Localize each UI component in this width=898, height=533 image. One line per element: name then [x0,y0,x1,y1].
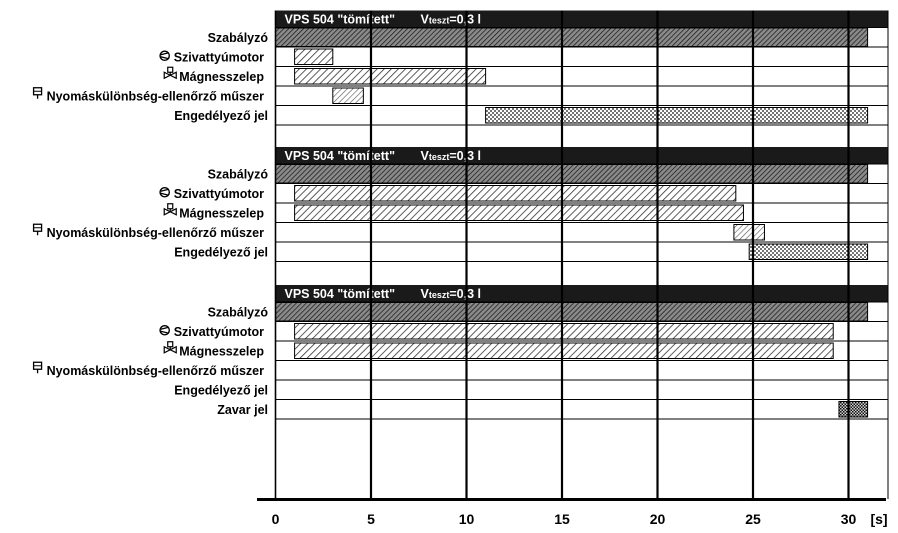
signal-bar [295,205,744,221]
axis-unit-label: [s] [870,511,888,527]
signal-bar [333,88,364,104]
valve-icon [164,204,176,215]
valve-icon-actuator [168,204,173,209]
row-label: Zavar jel [217,402,268,417]
signal-bar [276,165,868,184]
panel-3 [276,285,889,419]
row-label: Mágnesszelep [179,206,264,221]
timing-row [276,361,889,381]
row-label: Engedélyező jel [174,245,268,260]
row-label: Szivattyúmotor [173,324,264,339]
row-label: Mágnesszelep [179,344,264,359]
row-label: Engedélyező jel [174,108,268,123]
axis-tick-label: 20 [649,511,666,527]
signal-bar [295,186,736,202]
timing-row [276,67,889,87]
gauge-icon [34,362,42,373]
timing-row [276,106,889,126]
valve-icon [164,67,176,78]
timing-row [276,28,889,48]
row-frame [276,223,889,243]
signal-bar [734,225,765,241]
timing-row [276,164,889,184]
signal-bar [486,108,868,124]
row-frame [276,400,889,420]
row-label: Mágnesszelep [179,69,264,84]
row-label: Nyomáskülönbség-ellenőrző műszer [46,225,264,240]
timing-row [276,242,889,262]
row-label: Szabályzó [207,30,268,45]
signal-bar [276,303,868,322]
valve-icon [164,342,176,353]
row-frame [276,86,889,106]
signal-bar [749,244,867,260]
axis-tick-label: 0 [271,511,280,527]
timing-row [276,380,889,400]
valve-icon-actuator [168,342,173,347]
panel-1 [276,11,889,126]
panel-header-volume: Vteszt=0,3 l [420,12,481,27]
row-label: Szabályzó [207,305,268,320]
row-label: Szivattyúmotor [173,50,264,65]
panel-2 [276,147,889,262]
row-label: Nyomáskülönbség-ellenőrző műszer [46,89,264,104]
timing-row [276,184,889,204]
signal-bar [295,69,486,85]
timing-row [276,302,889,322]
timing-row [276,86,889,106]
panel-header-title: VPS 504 "tömített" [284,286,395,301]
timing-row [276,400,889,420]
signal-bar [276,28,868,47]
timing-row [276,203,889,223]
timing-row [276,223,889,243]
panel-header-title: VPS 504 "tömített" [284,12,395,27]
row-frame [276,47,889,67]
row-label: Szivattyúmotor [173,186,264,201]
timing-row [276,47,889,67]
timing-row [276,322,889,342]
pump-icon [160,188,169,197]
axis-tick-label: 10 [458,511,475,527]
gauge-icon [34,88,42,99]
panel-header-title: VPS 504 "tömített" [284,148,395,163]
row-frame [276,380,889,400]
row-frame [276,361,889,381]
panel-header-volume: Vteszt=0,3 l [420,148,481,163]
axis-tick-label: 15 [554,511,570,527]
gauge-icon [34,224,42,235]
row-label: Engedélyező jel [174,383,268,398]
signal-bar [295,49,333,65]
axis-tick-label: 25 [745,511,761,527]
panel-header-volume: Vteszt=0,3 l [420,286,481,301]
row-label: Nyomáskülönbség-ellenőrző műszer [46,363,264,378]
pump-icon [160,326,169,335]
valve-icon-actuator [168,67,173,72]
signal-bar [839,402,868,418]
axis-tick-label: 5 [367,511,375,527]
axis-tick-label: 30 [840,511,857,527]
pump-icon [160,51,169,60]
row-label: Szabályzó [207,167,268,182]
timing-row [276,341,889,361]
